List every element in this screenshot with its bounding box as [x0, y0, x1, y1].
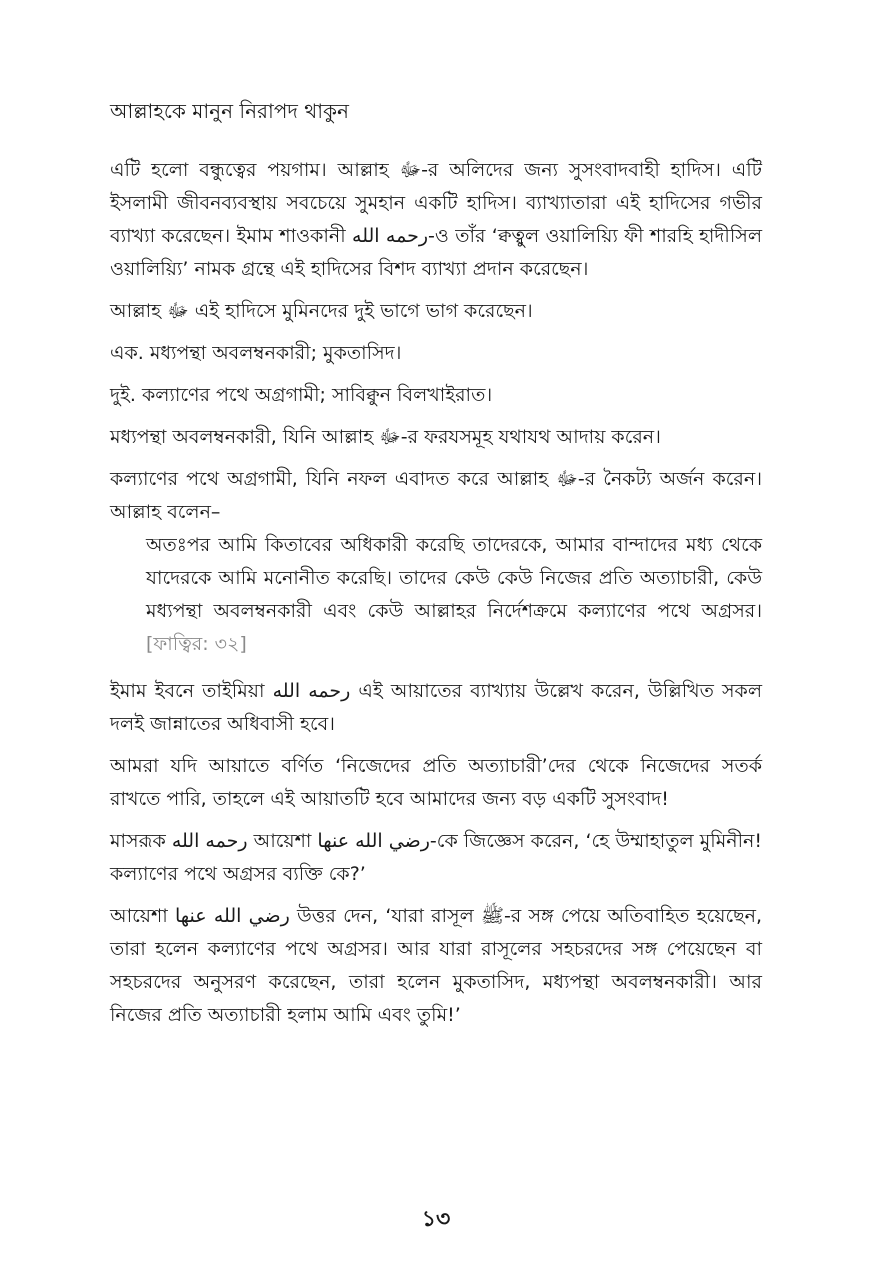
paragraph-6: কল্যাণের পথে অগ্রগামী, যিনি নফল এবাদত করে আল্লাহ ﷻ-র নৈকট্য অর্জন করেন। আল্লাহ বলেন– [110, 468, 762, 523]
running-title: আল্লাহকে মানুন নিরাপদ থাকুন [110, 99, 349, 123]
paragraph-5: মধ্যপন্থা অবলম্বনকারী, যিনি আল্লাহ ﷻ-র ফরযসমূহ যথাযথ আদায় করেন। [110, 426, 661, 448]
quran-quote [146, 529, 762, 661]
paragraph-3: এক. মধ্যপন্থা অবলম্বনকারী; মুকতাসিদ। [110, 342, 402, 364]
book-page [110, 96, 762, 1236]
quote-reference: [ফাত্বির: ৩২] [146, 633, 247, 655]
paragraph-9: মাসরূক رحمه الله আয়েশা رضي الله عنها-কে জিজ্ঞেস করেন, ‘হে উম্মাহাতুল মুমিনীন! কল্যাণের পথে অগ্রসর ব্যক্তি কে?’ [110, 830, 762, 885]
paragraph-1: এটি হলো বন্ধুত্বের পয়গাম। আল্লাহ ﷻ-র অলিদের জন্য সুসংবাদবাহী হাদিস। এটি ইসলামী জীবনব্যবস্থায় সবচেয়ে সুমহান একটি হাদিস। ব্যাখ্যাতারা এই হাদিসের গভীর ব্যাখ্যা করেছেন। ইমাম শাওকানী رحمه الله-ও তাঁর ‘ক্বত্বুল ওয়ালিয়্যি ফী শারহি হাদীসিল ওয়ালিয়্যি’ নামক গ্রন্থে এই হাদিসের বিশদ ব্যাখ্যা প্রদান করেছেন। [110, 159, 762, 280]
page-number: ১৩ [421, 1207, 451, 1232]
paragraph-10: আয়েশা رضي الله عنها উত্তর দেন, ‘যারা রাসূল ﷺ-র সঙ্গ পেয়ে অতিবাহিত হয়েছেন, তারা হলেন কল্যাণের পথে অগ্রসর। আর যারা রাসূলের সহচরদের সঙ্গ পেয়েছেন বা সহচরদের অনুসরণ করেছেন, তারা হলেন মুকতাসিদ, মধ্যপন্থা অবলম্বনকারী। আর নিজের প্রতি অত্যাচারী হলাম আমি এবং তুমি!’ [110, 905, 763, 1026]
paragraph-7: ইমাম ইবনে তাইমিয়া رحمه الله এই আয়াতের ব্যাখ্যায় উল্লেখ করেন, উল্লিখিত সকল দলই জান্নাতের অধিবাসী হবে। [110, 680, 762, 735]
paragraph-2: আল্লাহ ﷻ এই হাদিসে মুমিনদের দুই ভাগে ভাগ করেছেন। [110, 300, 533, 322]
quote-text: অতঃপর আমি কিতাবের অধিকারী করেছি তাদেরকে, আমার বান্দাদের মধ্য থেকে যাদেরকে আমি মনোনীত করেছি। তাদের কেউ কেউ নিজের প্রতি অত্যাচারী, কেউ মধ্যপন্থা অবলম্বনকারী এবং কেউ আল্লাহর নির্দেশক্রমে কল্যাণের পথে অগ্রসর। [146, 534, 762, 622]
paragraph-4: দুই. কল্যাণের পথে অগ্রগামী; সাবিক্বুন বিলখাইরাত। [110, 384, 493, 406]
paragraph-8: আমরা যদি আয়াতে বর্ণিত ‘নিজেদের প্রতি অত্যাচারী’দের থেকে নিজেদের সতর্ক রাখতে পারি, তাহলে এই আয়াতটি হবে আমাদের জন্য বড় একটি সুসংবাদ! [110, 755, 762, 810]
